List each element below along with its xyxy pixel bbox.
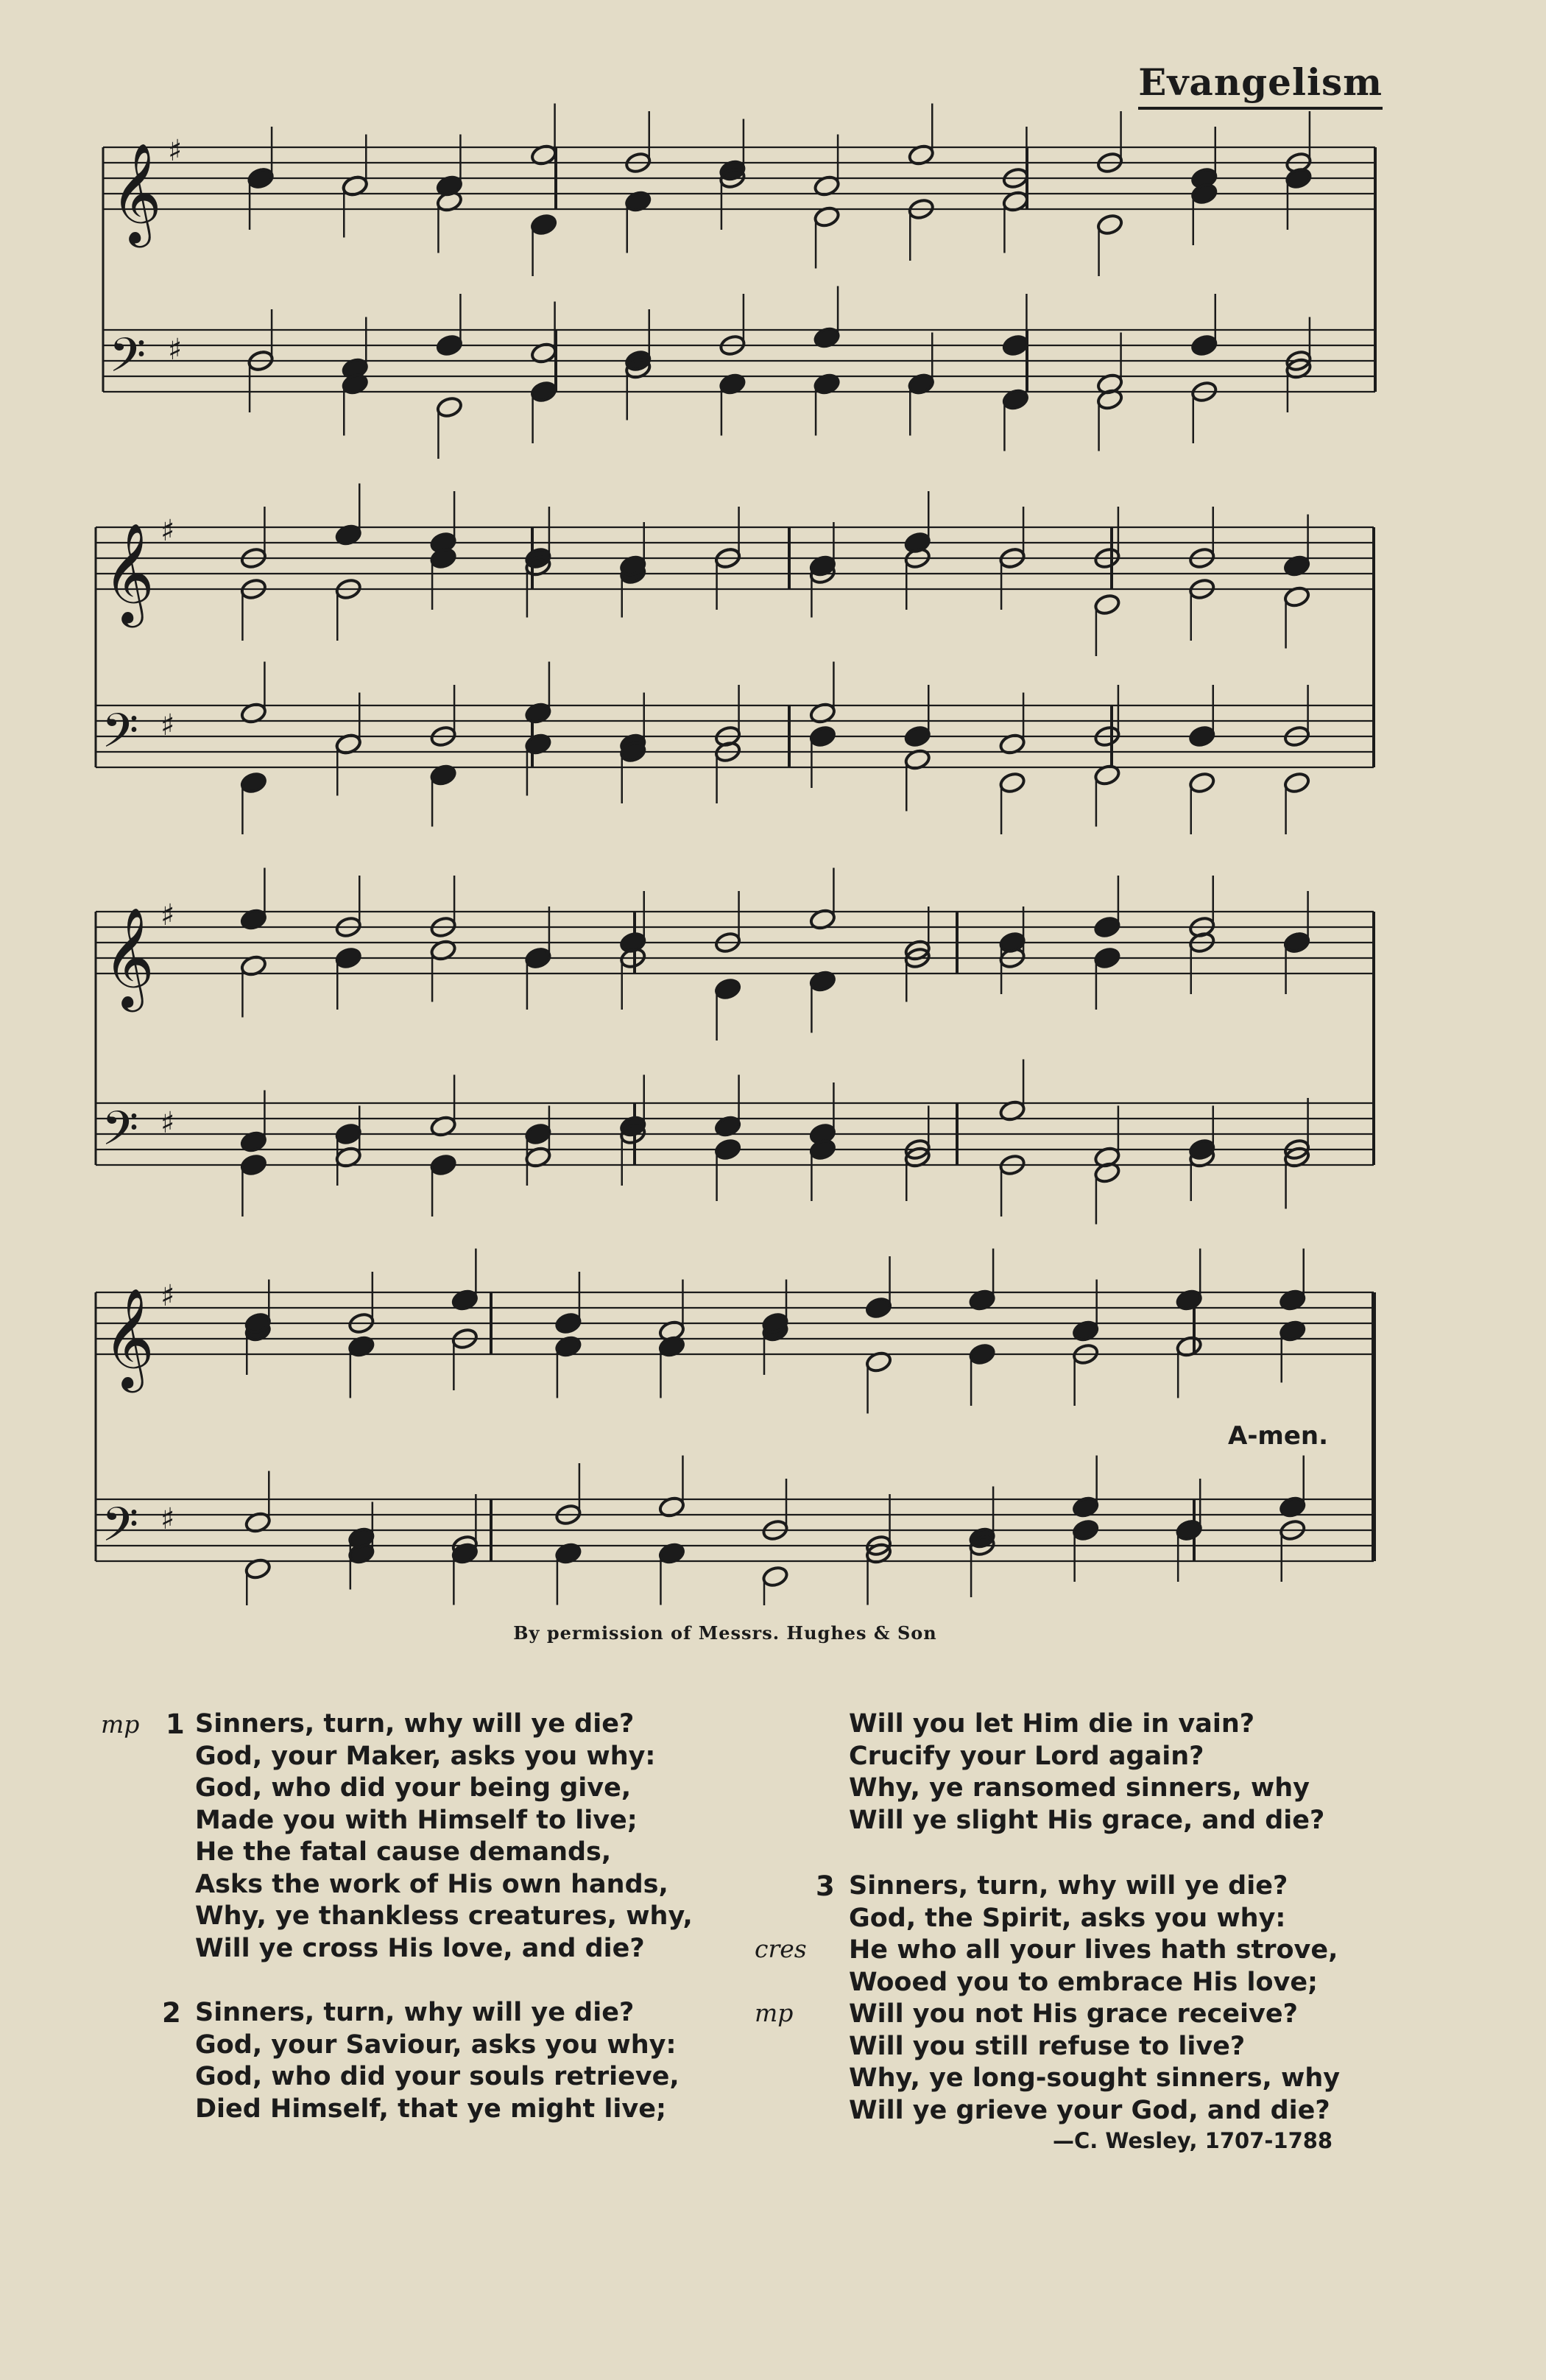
note-head (240, 1153, 268, 1177)
verse-number: 3 (816, 1870, 835, 1902)
lyric-line: Made you with Himself to live; (195, 1805, 638, 1835)
lyric-line: Will ye grieve your God, and die? (849, 2095, 1330, 2125)
note-head (809, 725, 837, 748)
lyric-line: God, who did your souls retrieve, (195, 2062, 680, 2091)
note-head (429, 1153, 457, 1177)
treble-clef-icon: 𝄞 (103, 906, 155, 1007)
note-head (1072, 1518, 1100, 1542)
note-head (998, 771, 1026, 795)
note-head (554, 1312, 582, 1335)
note-head (240, 771, 268, 795)
lyric-line: He the fatal cause demands, (195, 1837, 612, 1867)
dynamic-marking: mp (755, 1999, 794, 2027)
note-head (530, 213, 558, 236)
lyric-line: Why, ye ransomed sinners, why (849, 1773, 1310, 1803)
note-head (1283, 771, 1311, 795)
note-head (1093, 593, 1121, 616)
sharp-icon: ♯ (160, 1279, 175, 1313)
treble-clef-icon: 𝄞 (110, 141, 162, 243)
verse-3 (849, 1870, 1340, 2127)
dynamic-marking: cres (755, 1934, 807, 1963)
note-head (1188, 725, 1216, 748)
lyric-line: Will you not His grace receive? (849, 1999, 1298, 2029)
treble-clef-icon: 𝄞 (103, 521, 155, 623)
note-head (334, 946, 362, 970)
lyric-line: Will you let Him die in vain? (849, 1709, 1255, 1739)
note-head (865, 1296, 893, 1320)
note-head (436, 334, 464, 357)
note-head (968, 1342, 996, 1366)
lyric-line: Asks the work of His own hands, (195, 1869, 668, 1899)
sharp-icon: ♯ (160, 1106, 175, 1140)
permission-credit: By permission of Messrs. Hughes & Son (513, 1622, 937, 1644)
lyric-line: Wooed you to embrace His love; (849, 1967, 1319, 1997)
lyric-line: God, your Maker, asks you why: (195, 1741, 656, 1771)
note-head (1002, 334, 1030, 357)
note-head (1283, 931, 1311, 954)
author-attribution: —C. Wesley, 1707-1788 (1053, 2128, 1333, 2153)
lyric-line: God, who did your being give, (195, 1773, 632, 1803)
note-head (1190, 334, 1218, 357)
note-head (524, 1122, 552, 1146)
verse-2-part-2 (849, 1708, 1324, 1837)
sharp-icon: ♯ (160, 514, 175, 548)
note-head (1096, 213, 1124, 236)
verse-number: 1 (166, 1708, 185, 1740)
sharp-icon: ♯ (168, 333, 183, 367)
verse-2-part-1 (195, 1997, 680, 2125)
note-head (903, 725, 931, 748)
lyric-line: He who all your lives hath strove, (849, 1935, 1338, 1965)
note-head (714, 977, 742, 1001)
sharp-icon: ♯ (160, 1502, 175, 1536)
lyric-line: Died Himself, that ye might live; (195, 2094, 666, 2124)
note-head (334, 1122, 362, 1146)
note-head (1175, 1518, 1203, 1542)
lyric-line: God, the Spirit, asks you why: (849, 1903, 1286, 1933)
lyric-line: Will you still refuse to live? (849, 2031, 1246, 2061)
lyric-line: Will ye slight His grace, and die? (849, 1805, 1325, 1835)
lyric-line: Will ye cross His love, and die? (195, 1933, 645, 1963)
dynamic-marking: mp (101, 1710, 140, 1739)
bass-clef-icon: 𝄢 (102, 1102, 139, 1168)
note-head (1188, 771, 1216, 795)
note-head (436, 395, 464, 419)
note-head (714, 1138, 742, 1161)
lyric-line: Crucify your Lord again? (849, 1741, 1204, 1771)
amen-text: A-men. (1228, 1421, 1329, 1451)
note-head (761, 1565, 789, 1588)
lyric-line: Why, ye long-sought sinners, why (849, 2063, 1341, 2093)
note-head (530, 380, 558, 404)
treble-clef-icon: 𝄞 (103, 1286, 155, 1388)
lyric-line: Why, ye thankless creatures, why, (195, 1901, 693, 1931)
bass-clef-icon: 𝄢 (109, 328, 147, 395)
note-head (247, 166, 275, 190)
lyric-line: God, your Saviour, asks you why: (195, 2029, 677, 2060)
note-head (1093, 915, 1121, 939)
bass-clef-icon: 𝄢 (102, 1498, 139, 1564)
bass-clef-icon: 𝄢 (102, 704, 139, 770)
lyric-line: Sinners, turn, why will ye die? (849, 1871, 1288, 1901)
sharp-icon: ♯ (160, 708, 175, 742)
sharp-icon: ♯ (168, 134, 183, 168)
verse-1 (195, 1708, 693, 1996)
page-title: Evangelism (1138, 60, 1383, 110)
lyric-line: Sinners, turn, why will ye die? (195, 1998, 635, 2027)
verse-number: 2 (162, 1997, 181, 2029)
sharp-icon: ♯ (160, 898, 175, 932)
note-head (1093, 946, 1121, 970)
lyric-line: Sinners, turn, why will ye die? (195, 1709, 635, 1739)
